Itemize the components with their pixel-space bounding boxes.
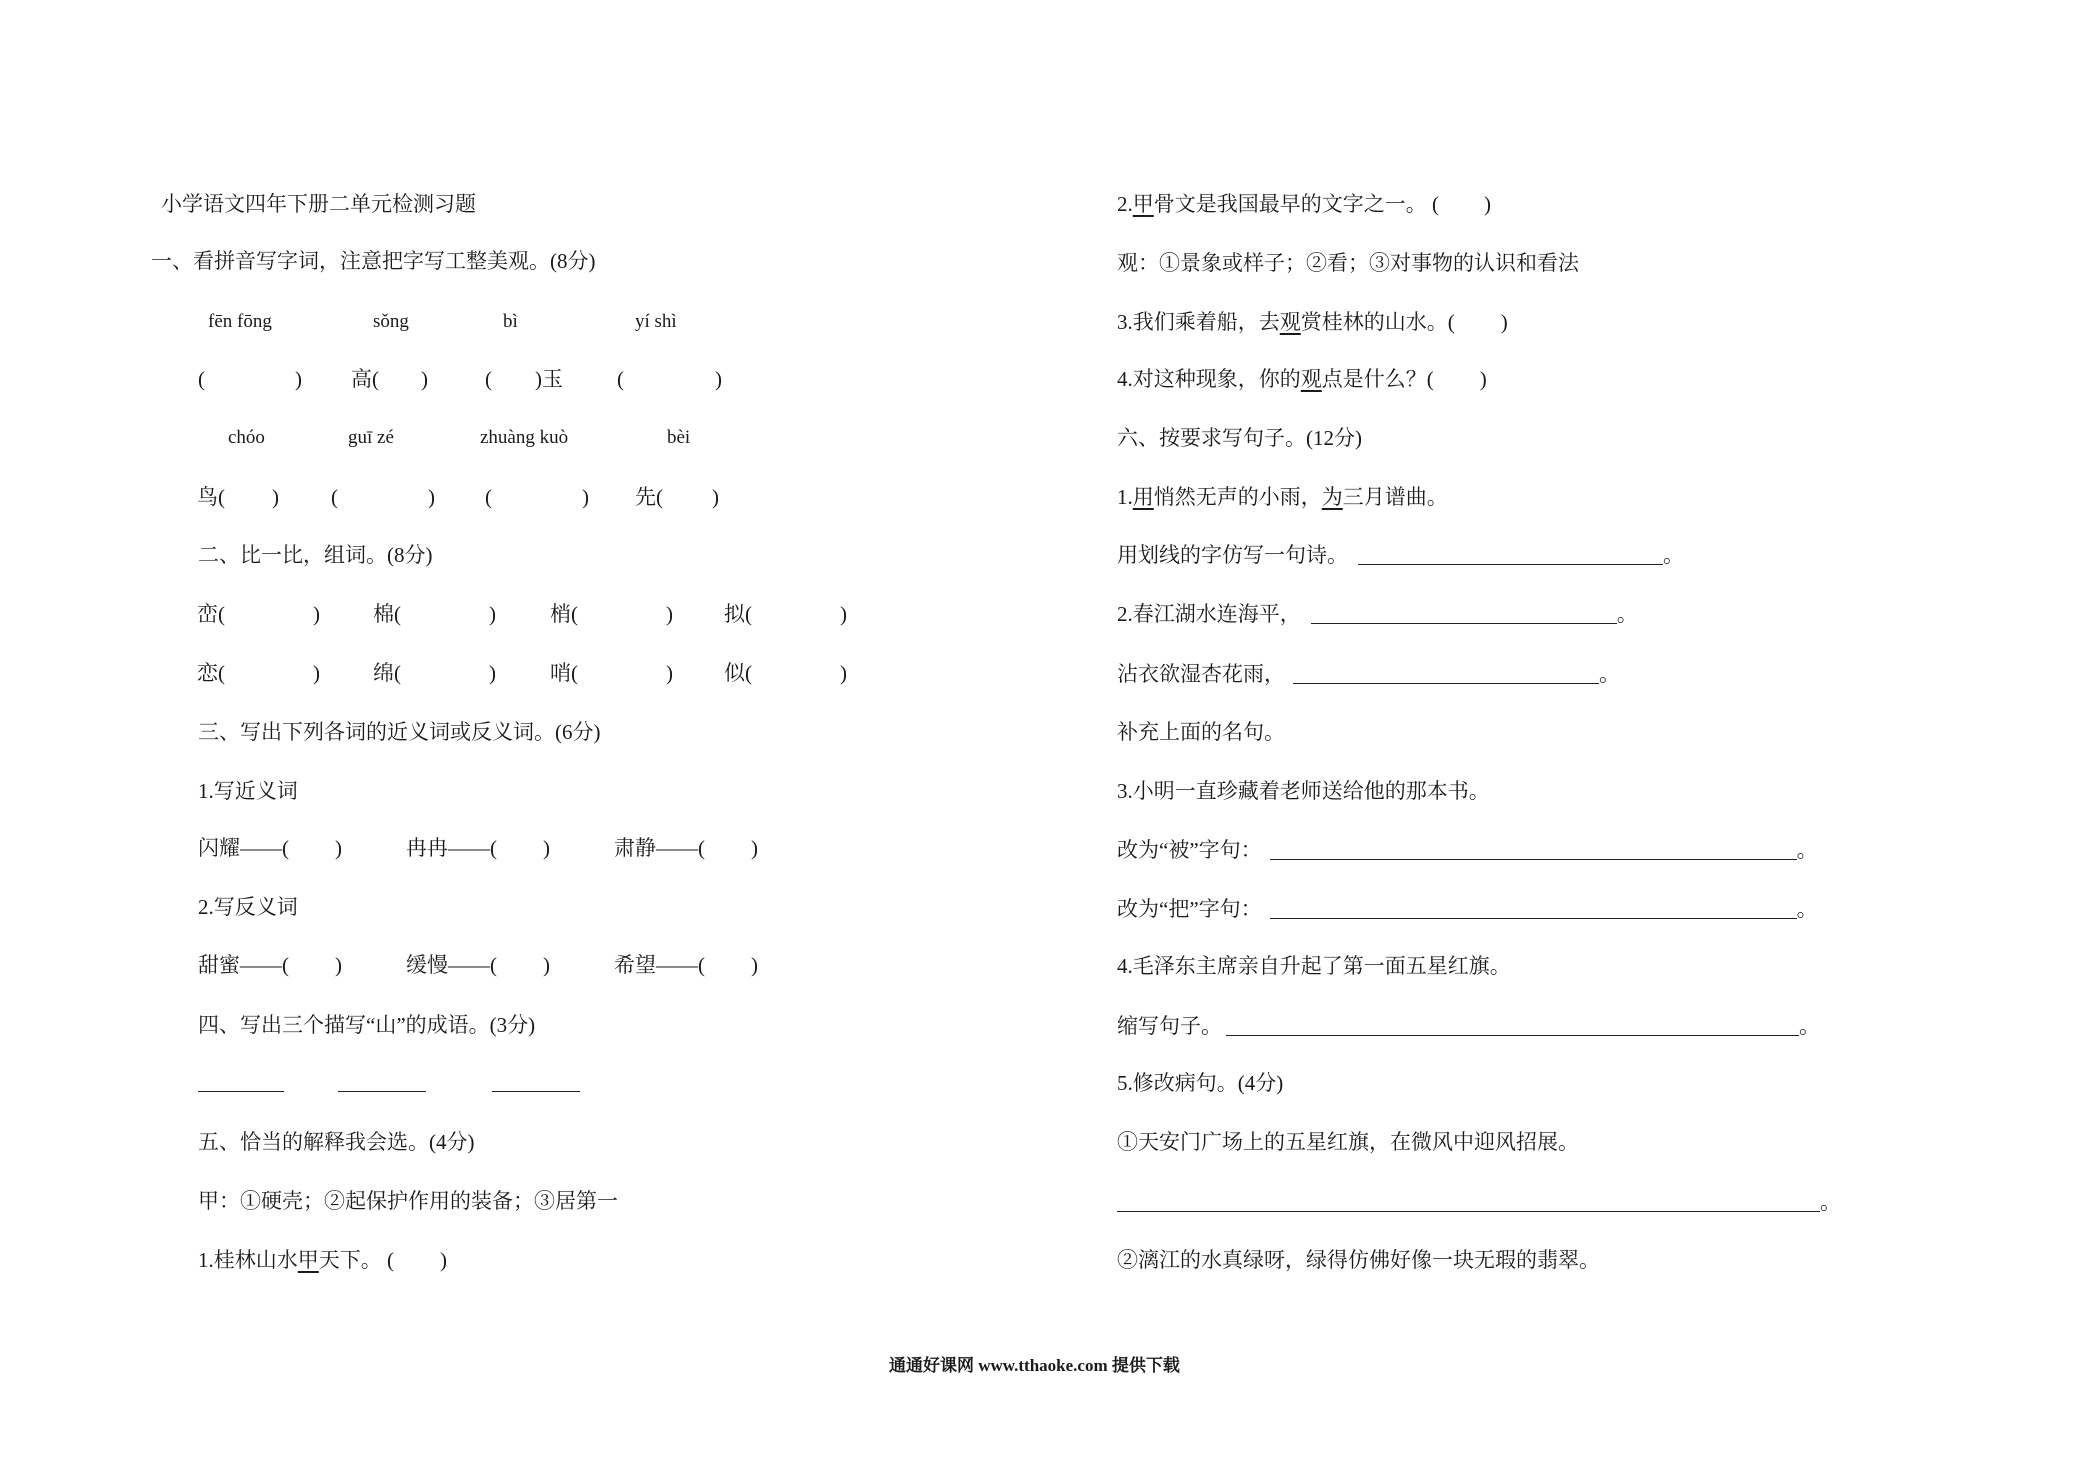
- task-text: 2.春江湖水连海平，: [1117, 602, 1301, 626]
- blank-suffix: ): [295, 367, 302, 391]
- blank-prefix: 冉冉——(: [406, 836, 497, 860]
- antonym-label: 2.写反义词: [198, 895, 298, 919]
- blank-prefix: 绵(: [373, 661, 401, 685]
- blank-suffix: ): [335, 953, 342, 977]
- poem-line-2: [1117, 661, 1620, 687]
- answer-blank: [401, 679, 489, 680]
- sentence-text: 悄然无声的小雨，: [1153, 485, 1322, 509]
- blank-suffix: ): [1484, 192, 1491, 216]
- blank-suffix: ): [489, 602, 496, 626]
- blank-prefix: (: [617, 367, 624, 391]
- question-2: [1117, 191, 1491, 217]
- pinyin-label: fēn fōng: [208, 311, 272, 332]
- period: 。: [1616, 602, 1638, 626]
- blank-prefix: 缓慢——(: [406, 953, 497, 977]
- blank-prefix: 鸟(: [197, 485, 225, 509]
- blank-suffix: ): [543, 836, 550, 860]
- question-4: [1117, 366, 1487, 392]
- blank-prefix: (: [485, 485, 492, 509]
- blank-suffix: ): [712, 485, 719, 509]
- blank-suffix: ): [272, 485, 279, 509]
- blank-item: [617, 366, 722, 392]
- task-text: 改为“把”字句：: [1117, 897, 1262, 921]
- period: 。: [1820, 1190, 1841, 1214]
- blank-suffix: ): [1500, 310, 1508, 334]
- pinyin-label: bèi: [667, 427, 691, 448]
- blank-item: [635, 484, 719, 510]
- blank-item: [198, 952, 342, 978]
- period: 。: [1796, 838, 1818, 862]
- blank-suffix: ): [666, 602, 673, 626]
- idiom-answer-line: [338, 1091, 426, 1092]
- blank-suffix: )玉: [535, 367, 563, 391]
- answer-line: [1226, 1035, 1799, 1036]
- task-text: 缩写句子。: [1117, 1014, 1222, 1038]
- blank-suffix: ): [751, 836, 758, 860]
- period: 。: [1799, 1014, 1820, 1038]
- blank-item: [485, 484, 589, 510]
- guan-meanings: 观：①景象或样子；②看；③对事物的认识和看法: [1117, 251, 1579, 275]
- answer-line: [1270, 918, 1797, 919]
- sentence-item-1: [1117, 484, 1448, 510]
- question-1: [198, 1247, 447, 1273]
- answer-blank: [497, 971, 543, 972]
- blank-suffix: ): [582, 485, 589, 509]
- underlined-char: 观: [1300, 367, 1322, 391]
- answer-blank: [225, 620, 313, 621]
- blank-suffix: ): [840, 661, 847, 685]
- underlined-char: 甲: [1132, 192, 1154, 216]
- sentence-text: 三月谱曲。: [1342, 485, 1448, 509]
- blank-prefix: (: [331, 485, 338, 509]
- ba-sentence-task: [1117, 896, 1818, 922]
- blank-item: [550, 601, 673, 627]
- shorten-task: [1117, 1013, 1820, 1039]
- answer-blank: [752, 620, 840, 621]
- blank-prefix: 似(: [724, 661, 752, 685]
- period: 。: [1796, 897, 1818, 921]
- blank-suffix: ): [313, 602, 320, 626]
- sentence-text: 1.: [1117, 485, 1133, 509]
- blank-item: [724, 660, 847, 686]
- blank-item: [373, 601, 496, 627]
- sentence-item-4: 4.毛泽东主席亲自升起了第一面五星红旗。: [1117, 954, 1511, 978]
- blank-prefix: 哨(: [550, 661, 578, 685]
- blank-item: [198, 366, 302, 392]
- page-title: 小学语文四年下册二单元检测习题: [161, 192, 476, 216]
- section-5-heading: 五、恰当的解释我会选。(4分): [198, 1130, 475, 1154]
- answer-blank: [492, 503, 582, 504]
- blank-item: [614, 835, 758, 861]
- blank-item: [197, 484, 279, 510]
- blank-item: [197, 601, 320, 627]
- answer-blank: [225, 503, 272, 504]
- idiom-answer-line: [492, 1091, 580, 1092]
- blank-item: [351, 366, 428, 392]
- bei-sentence-task: [1117, 837, 1818, 863]
- answer-blank: [497, 854, 543, 855]
- blank-prefix: 闪耀——(: [198, 836, 289, 860]
- answer-blank: [394, 1266, 440, 1267]
- blank-suffix: ): [543, 953, 550, 977]
- blank-suffix: ): [715, 367, 722, 391]
- blank-prefix: 希望——(: [614, 953, 705, 977]
- answer-blank: [624, 385, 715, 386]
- poem-line-1: [1117, 601, 1638, 627]
- task-text: 沾衣欲湿杏花雨，: [1117, 662, 1285, 686]
- question-text: 1.桂林山水: [198, 1248, 298, 1272]
- question-text: 赏桂林的山水。(: [1300, 310, 1455, 334]
- blank-suffix: ): [428, 485, 435, 509]
- synonym-label: 1.写近义词: [198, 779, 298, 803]
- task-text: 改为“被”字句：: [1117, 838, 1262, 862]
- blank-prefix: 棉(: [373, 602, 401, 626]
- question-text: 点是什么？(: [1321, 367, 1434, 391]
- section-2-heading: 二、比一比，组词。(8分): [198, 543, 433, 567]
- idiom-answer-line: [198, 1091, 284, 1092]
- answer-blank: [1439, 210, 1484, 211]
- period: 。: [1663, 543, 1684, 567]
- answer-blank: [492, 385, 535, 386]
- answer-blank: [578, 620, 666, 621]
- blank-item: [331, 484, 435, 510]
- answer-line: [1293, 683, 1599, 684]
- blank-prefix: (: [485, 367, 492, 391]
- answer-blank: [289, 854, 335, 855]
- blank-item: [198, 835, 342, 861]
- blank-prefix: 梢(: [550, 602, 578, 626]
- blank-item: [406, 952, 550, 978]
- section-4-heading: 四、写出三个描写“山”的成语。(3分): [198, 1013, 536, 1037]
- answer-blank: [338, 503, 428, 504]
- pinyin-label: chóo: [228, 427, 265, 448]
- period: 。: [1599, 662, 1620, 686]
- pinyin-label: zhuàng kuò: [480, 427, 569, 448]
- blank-item: [724, 601, 847, 627]
- faulty-sentence-1: ①天安门广场上的五星红旗，在微风中迎风招展。: [1117, 1130, 1579, 1154]
- underlined-char: 用: [1132, 485, 1154, 509]
- blank-prefix: 拟(: [724, 602, 752, 626]
- blank-item: [406, 835, 550, 861]
- blank-item: [550, 660, 673, 686]
- underlined-char: 甲: [297, 1248, 319, 1272]
- blank-prefix: 甜蜜——(: [198, 953, 289, 977]
- question-text: 4.对这种现象，你的: [1117, 367, 1301, 391]
- page-footer: 通通好课网 www.tthaoke.com 提供下载: [889, 1356, 1180, 1375]
- answer-blank: [663, 503, 712, 504]
- blank-suffix: ): [1479, 367, 1487, 391]
- answer-line: [1270, 859, 1797, 860]
- jia-meanings: 甲：①硬壳；②起保护作用的装备；③居第一: [198, 1189, 618, 1213]
- poem-task: 补充上面的名句。: [1117, 720, 1285, 744]
- pinyin-label: yí shì: [635, 311, 677, 332]
- section-3-heading: 三、写出下列各词的近义词或反义词。(6分): [198, 720, 601, 744]
- correction-answer: [1117, 1189, 1841, 1215]
- question-text: 骨文是我国最早的文字之一。 (: [1153, 192, 1439, 216]
- answer-line: [1311, 623, 1617, 624]
- sentence-item-3: 3.小明一直珍藏着老师送给他的那本书。: [1117, 779, 1490, 803]
- pinyin-label: guī zé: [348, 427, 394, 448]
- answer-blank: [578, 679, 666, 680]
- blank-item: [197, 660, 320, 686]
- blank-prefix: 肃静——(: [614, 836, 705, 860]
- underlined-char: 为: [1321, 485, 1343, 509]
- answer-blank: [379, 385, 421, 386]
- answer-blank: [401, 620, 489, 621]
- blank-prefix: 峦(: [197, 602, 225, 626]
- blank-item: [485, 366, 563, 392]
- answer-blank: [705, 971, 751, 972]
- answer-blank: [225, 679, 313, 680]
- section-6-heading: 六、按要求写句子。(12分): [1117, 426, 1362, 450]
- answer-blank: [289, 971, 335, 972]
- faulty-sentence-2: ②漓江的水真绿呀，绿得仿佛好像一块无瑕的翡翠。: [1117, 1248, 1600, 1272]
- blank-item: [614, 952, 758, 978]
- blank-suffix: ): [489, 661, 496, 685]
- blank-prefix: 恋(: [197, 661, 225, 685]
- answer-blank: [705, 854, 751, 855]
- answer-blank: [752, 679, 840, 680]
- blank-suffix: ): [335, 836, 342, 860]
- task-text: 用划线的字仿写一句诗。: [1117, 543, 1348, 567]
- question-text: 天下。 (: [318, 1248, 394, 1272]
- blank-suffix: ): [840, 602, 847, 626]
- blank-suffix: ): [440, 1248, 447, 1272]
- blank-prefix: (: [198, 367, 205, 391]
- underlined-char: 观: [1279, 310, 1301, 334]
- pinyin-label: bì: [503, 311, 518, 332]
- answer-blank: [1455, 328, 1501, 329]
- correction-heading: 5.修改病句。(4分): [1117, 1071, 1284, 1095]
- blank-suffix: ): [421, 367, 428, 391]
- answer-blank: [1434, 385, 1480, 386]
- blank-item: [373, 660, 496, 686]
- question-text: 3.我们乘着船，去: [1117, 310, 1280, 334]
- blank-prefix: 先(: [635, 485, 663, 509]
- answer-blank: [205, 385, 295, 386]
- answer-line: [1117, 1211, 1820, 1212]
- question-text: 2.: [1117, 192, 1133, 216]
- pinyin-label: sǒng: [373, 311, 409, 332]
- blank-suffix: ): [666, 661, 673, 685]
- imitation-task: [1117, 542, 1684, 568]
- question-3: [1117, 309, 1508, 335]
- answer-line: [1358, 564, 1663, 565]
- blank-suffix: ): [313, 661, 320, 685]
- blank-prefix: 高(: [351, 367, 379, 391]
- section-1-heading: 一、看拼音写字词，注意把字写工整美观。(8分): [151, 249, 596, 273]
- blank-suffix: ): [751, 953, 758, 977]
